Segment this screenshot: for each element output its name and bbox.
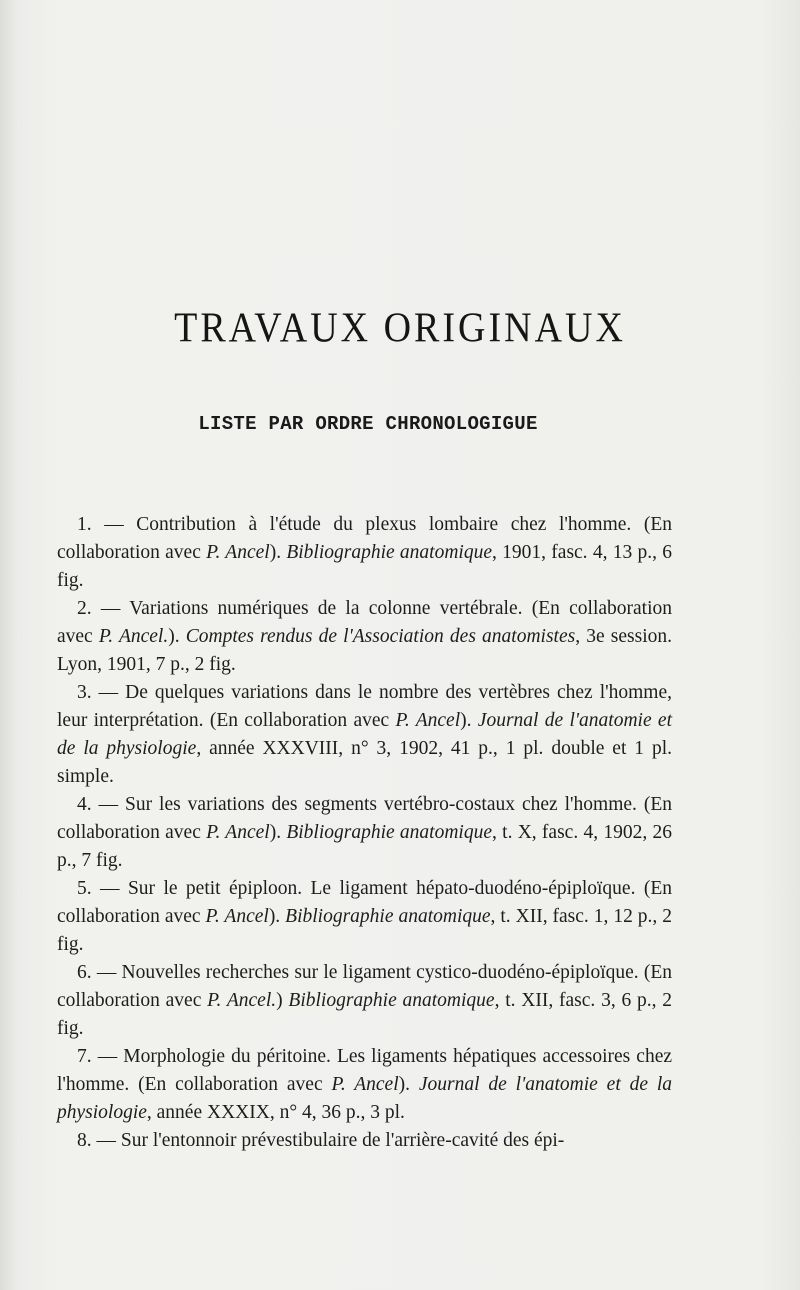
list-item [57,959,672,1043]
publication-list [57,511,672,1155]
entry-number: 1. [77,514,92,535]
entry-separator: ). [269,542,287,563]
entry-author: P. Ancel. [207,990,277,1011]
entry-author: P. Ancel [206,822,270,843]
entry-separator: ) [276,990,289,1011]
entry-text: — De quelques variations dans le nombre des vertèbres chez l'homme, leur interprétation. (En collaboration avec [57,682,673,731]
entry-number: 4. [77,794,92,815]
entry-details: , 1901, fasc. 4, 13 p., 6 fig. [57,542,672,591]
entry-separator: ). [269,822,287,843]
entry-author: P. Ancel [205,906,269,927]
list-item [57,595,672,679]
entry-author: P. Ancel [206,542,270,563]
entry-text: — Morphologie du péritoine. Les ligaments hépatiques accessoires chez l'homme. (En collaboration avec [57,1046,673,1095]
entry-author: P. Ancel [331,1074,399,1095]
entry-details: , t. X, fasc. 4, 1902, 26 p., 7 fig. [57,822,672,871]
entry-text: — Contribution à l'étude du plexus lombaire chez l'homme. (En collaboration avec [57,514,673,563]
page-title: TRAVAUX ORIGINAUX [174,304,626,352]
list-subtitle: LISTE PAR ORDRE CHRONOLOGIGUE [198,413,538,435]
entry-details: , année XXXIX, n° 4, 36 p., 3 pl. [146,1102,405,1123]
entry-text: — Sur le petit épiploon. Le ligament hépato-duodéno-épiploïque. (En collaboration avec [57,878,673,927]
entry-text: — Sur les variations des segments vertébro-costaux chez l'homme. (En collaboration avec [57,794,673,843]
entry-separator: ). [268,906,286,927]
entry-details: , 3e session. Lyon, 1901, 7 p., 2 fig. [57,626,673,675]
entry-separator: ). [460,710,478,731]
entry-journal: Bibliographie anatomique [285,906,491,927]
entry-journal: Bibliographie anatomique [286,542,493,563]
entry-number: 5. [77,878,92,899]
entry-journal: Comptes rendus de l'Association des anatomistes [185,626,576,647]
entry-text: — Sur l'entonnoir prévestibulaire de l'arrière-cavité des épi- [96,1130,565,1151]
entry-text: — Nouvelles recherches sur le ligament cystico-duodéno-épiploïque. (En collaboration avec [57,962,672,1011]
list-item [57,679,672,791]
entry-number: 2. [77,598,92,619]
entry-author: P. Ancel. [98,626,169,647]
entry-journal: Bibliographie anatomique [288,990,495,1011]
entry-separator: ). [398,1074,419,1095]
entry-journal: Journal de l'anatomie et de la physiologie [57,1074,673,1123]
list-item [57,1127,672,1155]
entry-separator: ). [168,626,186,647]
list-item [57,791,672,875]
entry-details: , t. XII, fasc. 3, 6 p., 2 fig. [57,990,673,1039]
entry-author: P. Ancel [395,710,461,731]
entry-journal: Bibliographie anatomique [286,822,493,843]
list-item [57,511,672,595]
list-item [57,1043,672,1127]
entry-number: 7. [77,1046,92,1067]
entry-details: , t. XII, fasc. 1, 12 p., 2 fig. [57,906,673,955]
entry-details: , année XXXVIII, n° 3, 1902, 41 p., 1 pl. double et 1 pl. simple. [57,738,672,787]
entry-text: — Variations numériques de la colonne vertébrale. (En collaboration avec [57,598,673,647]
entry-number: 8. [77,1130,92,1151]
list-item [57,875,672,959]
entry-number: 6. [77,962,92,983]
entry-number: 3. [77,682,92,703]
entry-journal: Journal de l'anatomie et de la physiologie [57,710,673,759]
